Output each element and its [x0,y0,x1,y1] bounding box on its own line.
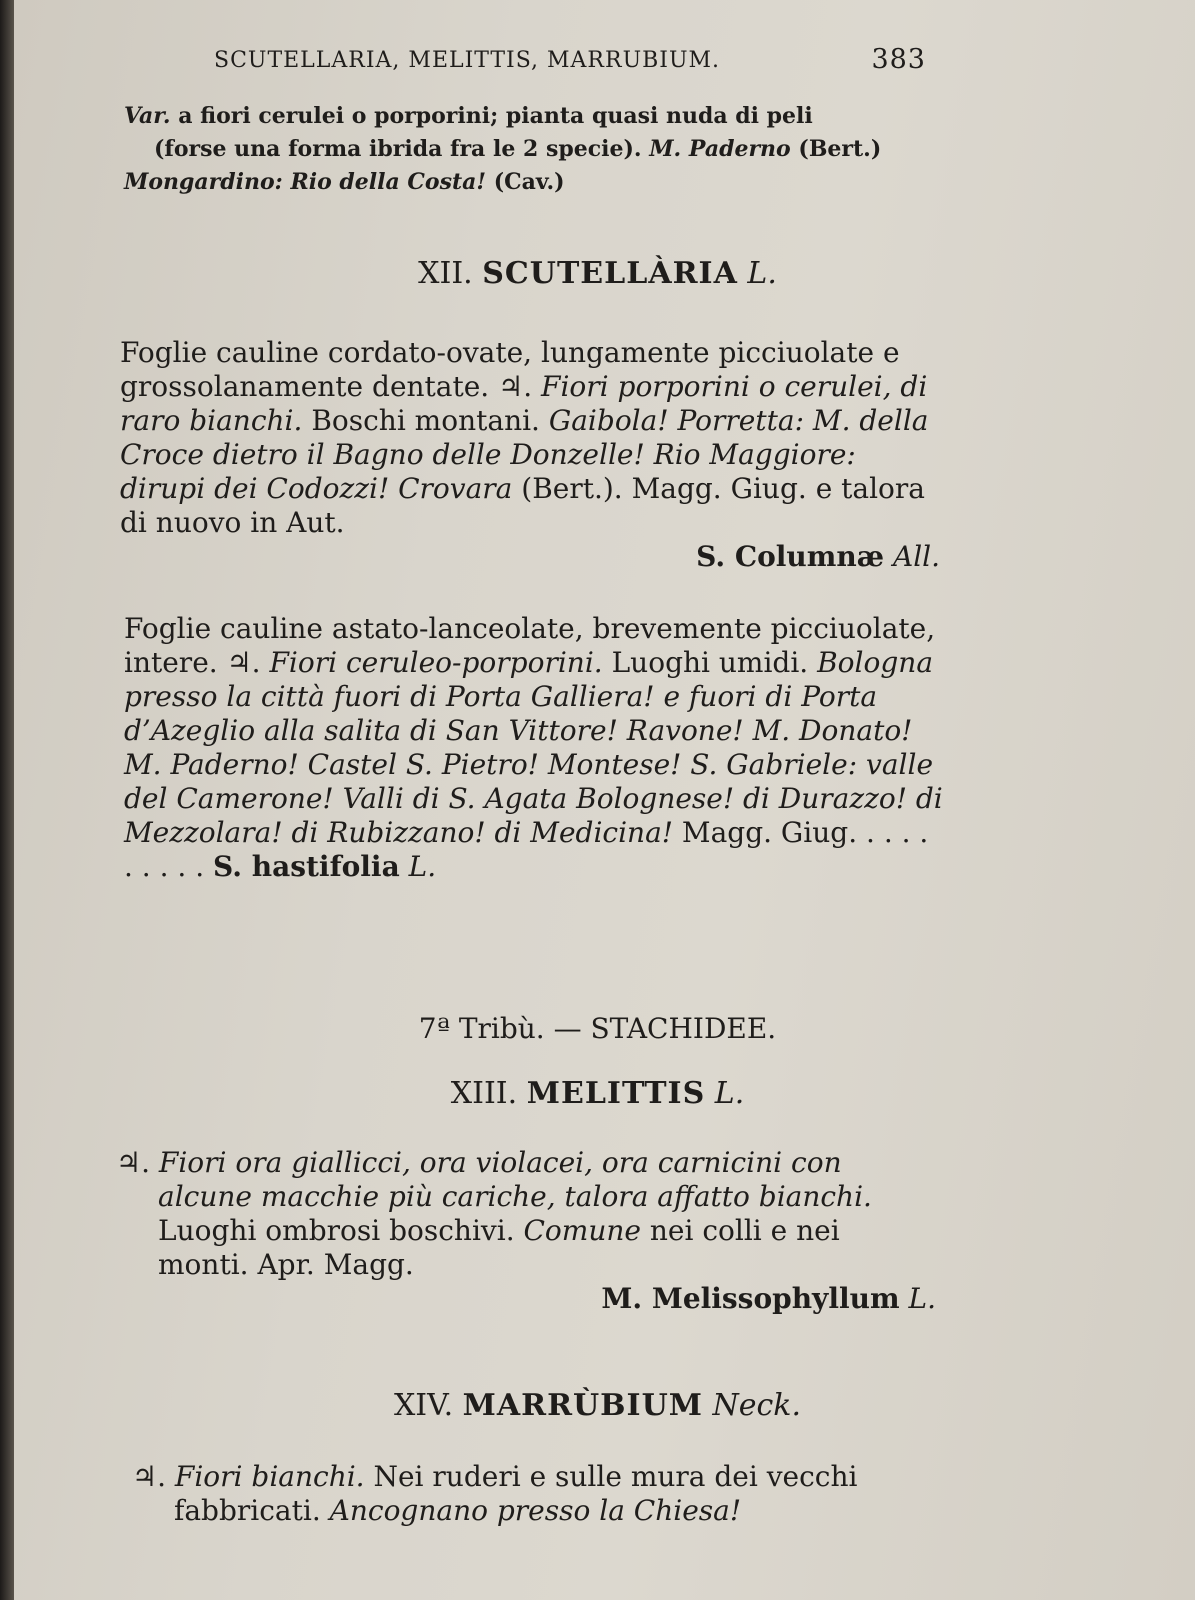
entry-flower-note: Fiori ora giallicci, ora violacei, ora carnicini con alcune macchie più cariche, talora affatto bianchi. [158,1146,872,1213]
genus-heading-xii [0,256,1195,291]
section-numeral: XIV. [393,1388,454,1423]
species-entry-1 [120,336,940,574]
perennial-symbol: ♃. [116,1146,151,1179]
genus-author: Neck. [712,1388,802,1423]
entry-flower-note: Fiori ceruleo-porporini. [269,646,603,679]
variety-text-1: a fiori cerulei o porporini; pianta quasi nuda di peli [178,103,813,129]
entry-frequency: Comune [523,1214,641,1247]
tribe-number: 7ª [418,1012,450,1045]
entry-localities: Bologna presso la città fuori di Porta Galliera! e fuori di Porta d’Azeglio alla salita di San Vittore! Ravone! M. Donato! M. Paderno! Castel S. Pietro! Montese! S. Gabriele: valle del Camerone! Valli di S. Agata Bolognese! di Durazzo! di Mezzolara! di Rubizzano! di Medicina! [124,646,943,849]
page-number: 383 [871,44,926,75]
entry-habitat: Luoghi ombrosi boschivi. [158,1214,515,1247]
species-entry-4 [132,1460,952,1528]
genus-author: L. [747,256,777,291]
section-numeral: XIII. [450,1076,518,1111]
species-entry-3 [116,1146,936,1316]
entry-localities: Ancognano presso la Chiesa! [329,1494,742,1527]
genus-heading-xiii [0,1076,1195,1111]
variety-line-1 [124,100,944,133]
entry-flowering: nei colli e nei monti. Apr. Magg. [158,1214,840,1281]
perennial-symbol: ♃. [498,370,533,403]
perennial-symbol: ♃. [226,646,261,679]
genus-name: MARRÙBIUM [462,1388,703,1423]
running-title: SCUTELLARIA, MELITTIS, MARRUBIUM. [214,48,721,73]
entry-localities: Gaibola! Porretta: M. della Croce dietro il Bagno delle Donzelle! Rio Maggiore: dirupi dei Codozzi! Crovara [120,404,929,505]
entry-flower-note: Fiori porporini o cerulei, di raro bianchi. [120,370,928,437]
section-numeral: XII. [418,256,473,291]
leader-dots: . . . . . . . . . [124,816,929,883]
species-name-row [116,1282,936,1316]
variety-collector-2: (Cav.) [493,169,565,195]
entry-flower-note: Fiori bianchi. [174,1460,365,1493]
genus-name: SCUTELLÀRIA [482,256,738,291]
species-name: M. Melissophyllum [601,1282,900,1315]
entry-flowering: (Bert.). Magg. Giug. e talora di nuovo in Aut. [120,472,925,539]
species-entry-2 [124,612,944,884]
genus-author: L. [714,1076,745,1111]
entry-description: Foglie cauline cordato-ovate, lungamente picciuolate e grossolanamente dentate. [120,336,900,403]
tribe-label: Tribù. — STACHIDEE. [458,1012,777,1045]
variety-line-2 [124,133,944,166]
entry-flowering: Magg. Giug. [681,816,858,849]
genus-name: MELITTIS [526,1076,706,1111]
species-name: S. hastifolia [213,850,400,883]
variety-lead: Var. [124,103,171,129]
entry-habitat: Luoghi umidi. [611,646,809,679]
species-name-row [120,540,940,574]
perennial-symbol: ♃. [132,1460,167,1493]
species-author: All. [892,540,940,573]
book-page [14,0,1195,1600]
variety-locality: M. Paderno [649,136,791,162]
species-author: L. [408,850,437,883]
book-spine-shadow [0,0,14,1600]
tribe-heading [0,1012,1195,1045]
variety-locality-2: Mongardino: Rio della Costa! [124,169,487,195]
species-author: L. [908,1282,936,1315]
genus-heading-xiv [0,1388,1195,1423]
species-name: S. Columnæ [696,540,885,573]
variety-note [124,100,944,199]
entry-habitat: Boschi montani. [311,404,540,437]
variety-line-3 [124,166,944,199]
entry-description: Foglie cauline astato-lanceolate, brevemente picciuolate, intere. [124,612,936,679]
entry-habitat: Nei ruderi e sulle mura dei vecchi fabbricati. [174,1460,858,1527]
variety-text-2: (forse una forma ibrida fra le 2 specie). [154,136,642,162]
variety-collector: (Bert.) [798,136,882,162]
